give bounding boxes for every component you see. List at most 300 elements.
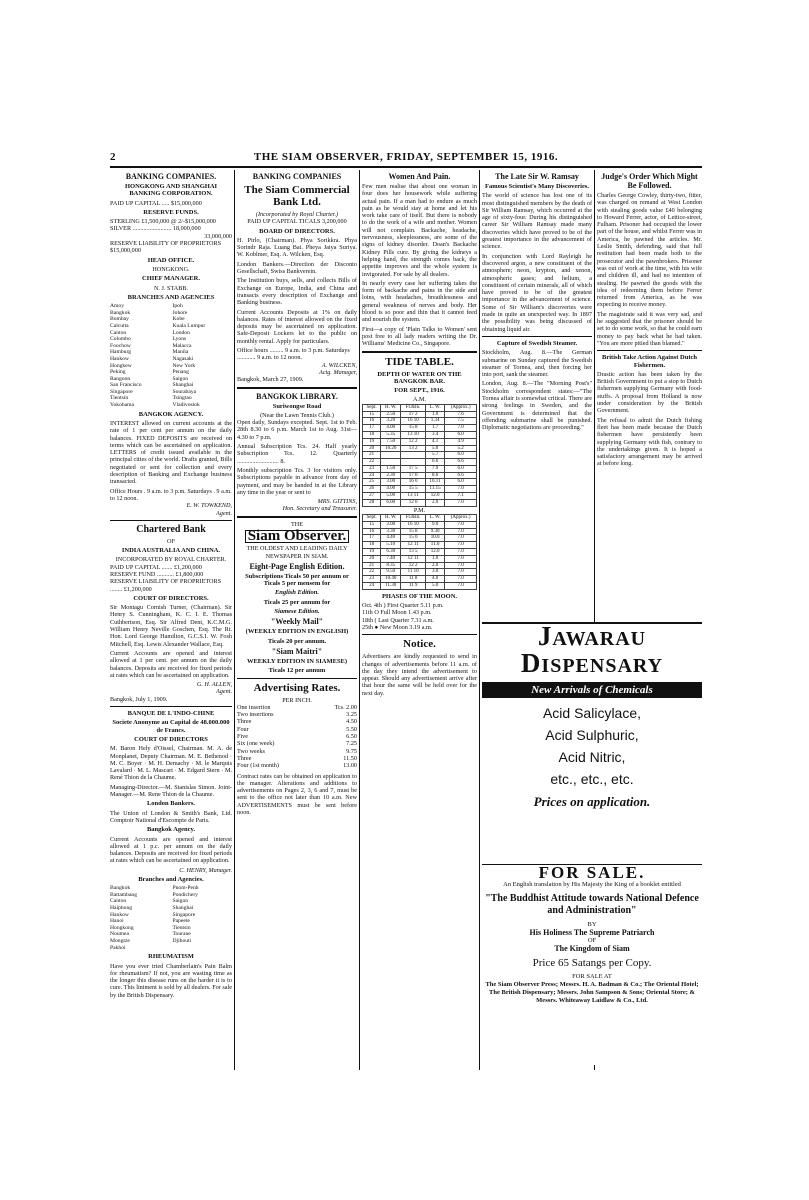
tide-cell: 6.6 xyxy=(425,459,444,466)
tide-cell: 4.9 xyxy=(445,438,477,445)
capital-line: SILVER ......................... 18,000,000 xyxy=(110,225,201,233)
section-heading: BANKING COMPANIES xyxy=(252,172,342,181)
tide-cell: 5.0 xyxy=(425,582,444,589)
tide-cell: 23 xyxy=(363,465,381,472)
rates-list xyxy=(237,704,357,770)
manager-role: Actg. Manager, xyxy=(319,368,357,376)
library-title: BANGKOK LIBRARY. xyxy=(256,391,338,401)
tide-cell: 5.00 xyxy=(381,493,401,500)
divider xyxy=(110,706,232,707)
date-line: Bangkok, July 1, 1909. xyxy=(110,695,168,703)
tide-cell: 5.0 xyxy=(425,445,444,452)
chemical-item: Acid Nitric, xyxy=(558,749,626,765)
rate-value: 3.25 xyxy=(346,711,357,719)
branches-list xyxy=(110,885,232,951)
tide-cell: 3.20 xyxy=(381,418,401,425)
tide-cell: 12 11 xyxy=(401,542,426,549)
indochine-managers: Managing-Director.—M. Stanislas Simon. Joint-Manager.—M. Rene Thion de la Chaume. xyxy=(110,783,232,799)
divider xyxy=(237,387,357,389)
rate-value: 4.50 xyxy=(346,718,357,726)
notice-title: Notice. xyxy=(403,638,436,651)
table-row xyxy=(363,576,477,583)
branch: Shanghai xyxy=(172,382,194,389)
tide-cell: 8.35 xyxy=(381,562,401,569)
dispensary-initial: J xyxy=(537,621,553,651)
branch: New York xyxy=(172,362,196,369)
bank-text: The Institution buys, sells, and collects Bills of Exchange on Europe, India, and China and transacts every description of Exchange and Banking business. xyxy=(237,277,357,307)
tide-cell: 21 xyxy=(363,452,381,459)
branch: Vladivostok xyxy=(172,402,200,409)
capital-line: PAID UP CAPITAL ..... $15,000,000 xyxy=(110,199,202,207)
branches-list xyxy=(110,303,232,409)
new-arrivals-banner: New Arrivals of Chemicals xyxy=(482,682,702,698)
chartered-text: Current Accounts are opened and interest allowed at 1 per cent. per annum on the daily balances. Deposits are received for fixed periods at rates which can be ascertained on application. xyxy=(110,649,232,679)
branch: Yokohama xyxy=(110,402,134,409)
tide-cell: 7.0 xyxy=(445,425,477,432)
london-bankers-title: London Bankers. xyxy=(146,800,196,808)
tide-cell: 6.00 xyxy=(381,499,401,506)
tide-cell: 17 0 xyxy=(401,472,426,479)
siamese-edition: Siamese Edition. xyxy=(274,608,320,616)
tide-am-table xyxy=(362,404,477,507)
rate-label: Six (one week) xyxy=(237,740,275,748)
capital-total: 33,000,000 xyxy=(204,232,232,240)
table-row xyxy=(363,479,477,486)
tide-header: Ft.&In. xyxy=(401,404,426,411)
branch: Singapore xyxy=(110,388,133,395)
library-rates: Annual Subscription Tcs. 24. Half yearly Subscription Tcs. 12. Quarterly ........................... 8. xyxy=(237,443,357,465)
chartered-of: OF xyxy=(167,537,175,545)
agent-name: G. H. ALLEN, xyxy=(196,681,232,689)
newspaper-page xyxy=(110,150,702,1080)
moon-phases-title: PHASES OF THE MOON. xyxy=(381,592,458,600)
office-hours: Office Hours . 9 a.m. to 3 p.m. Saturdays . 9 a.m. to 12 noon. xyxy=(110,487,232,502)
branches-title: BRANCHES AND AGENCIES xyxy=(127,293,215,301)
incorporation: (Incorporated by Royal Charter.) xyxy=(255,211,339,218)
tide-cell: 10.0 xyxy=(425,535,444,542)
article-heading: Women And Pain. xyxy=(388,172,451,181)
tide-title: TIDE TABLE. xyxy=(385,355,454,368)
tide-cell: 7.0 xyxy=(445,548,477,555)
tide-cell: 2.0 xyxy=(425,562,444,569)
article-subheading: Famous Scientist's Many Discoveries. xyxy=(485,183,589,190)
rate-label: Four (1st month) xyxy=(237,762,279,770)
table-row xyxy=(363,418,477,425)
branch: Haiphong xyxy=(110,905,133,912)
observer-logo: Siam Observer. xyxy=(245,530,349,543)
tide-header: H. W. xyxy=(381,404,401,411)
column-rule xyxy=(479,170,480,1070)
article-text: The magistrate said it was very sad, and he suggested that the prisoner should be set to do some work, so that he could earn money to pay back what he had taken. "You are more pitied than blamed." xyxy=(597,310,702,347)
tide-cell: 2.30 xyxy=(381,472,401,479)
tide-header: L. W. xyxy=(425,404,444,411)
tide-cell: 7.0 xyxy=(445,521,477,528)
table-row xyxy=(363,465,477,472)
tide-cell: 15 8 xyxy=(401,425,426,432)
table-row xyxy=(363,535,477,542)
table-row xyxy=(363,472,477,479)
subscription-text: Ticals 25 per annum for xyxy=(263,598,331,606)
board-text: H. Pirlo, (Chairman). Phya Sorikkra. Phya Sorindr Raja. Luang Bai. Pheya Jaiya Suriya. W. Koblmer, Esq. A. Wilcken, Esq. xyxy=(237,236,357,259)
table-row xyxy=(363,569,477,576)
tide-cell: 3.4 xyxy=(425,431,444,438)
tide-cell: 18 xyxy=(363,431,381,438)
moon-phase: 18th ( Last Quarter 7.31 a.m. xyxy=(362,616,434,624)
branch: Kobe xyxy=(172,316,185,323)
column-rule xyxy=(359,170,360,1070)
article-text: The refusal to admit the Dutch fishing fleet has been made because the Dutch fishermen have persistently been supplying Germany with fish, contrary to the undertakings given. It is hoped a satisfactory arrangement may be arrived at before long. xyxy=(597,416,702,468)
article-heading: Judge's Order Which Might Be Followed. xyxy=(601,172,698,190)
reserve-title: RESERVE FUNDS. xyxy=(143,208,199,216)
tide-cell: 4.00 xyxy=(381,425,401,432)
table-row xyxy=(363,562,477,569)
branch: Noumea xyxy=(110,931,129,938)
masthead xyxy=(110,150,702,168)
tide-cell: 5.7 xyxy=(425,452,444,459)
rate-value: 13.00 xyxy=(343,762,357,770)
table-row xyxy=(363,486,477,493)
article-heading: The Late Sir W. Ramsay xyxy=(495,172,579,181)
branch: Pondichery xyxy=(172,891,198,898)
branch: Johore xyxy=(172,309,188,316)
tide-cell: 1.0 xyxy=(425,411,444,418)
article-text: London, Aug. 8.—The "Morning Post's" Stockholm correspondent states:—"The Tornea affair is somewhat critical. There are strong feelings in Sweden, and the Government is determined that the offending submarine shall be punished. Diplomatic negotiations are proceeding." xyxy=(482,380,592,432)
siam-maitri-price: Ticals 12 per annum xyxy=(268,667,326,675)
branch: Amoy xyxy=(110,303,124,310)
rheumatism-title: RHEUMATISM xyxy=(148,953,194,961)
rate-row xyxy=(237,740,357,747)
tide-cell: 6.6 xyxy=(445,472,477,479)
tide-cell: 1.34 xyxy=(425,418,444,425)
branch: Penang xyxy=(172,369,189,376)
rate-label: Two weeks xyxy=(237,747,265,755)
dispensary-ad xyxy=(482,622,702,866)
tide-cell: 22 xyxy=(363,569,381,576)
subscription-text: Subscriptions Ticals 50 per annum or Ticals 5 per mensem for xyxy=(245,572,349,588)
rate-row xyxy=(237,733,357,740)
branch: Hongkew xyxy=(110,362,132,369)
tide-cell: 21 xyxy=(363,562,381,569)
rate-label: Three xyxy=(237,718,252,726)
date-line: Bangkok, March 27, 1909. xyxy=(237,376,304,384)
agent-role: Agent. xyxy=(216,688,232,696)
tide-cell: 15 8 xyxy=(401,528,426,535)
indochine-court: COURT OF DIRECTORS xyxy=(134,735,208,743)
secretary-name: MRS. GITTINS, xyxy=(317,498,357,506)
tide-cell: 3.00 xyxy=(381,521,401,528)
agents-text: London Bankers.—Direction der Disconto Gesellschaft, Swiss Bankverein. xyxy=(237,260,357,276)
tide-cell: 11.15 xyxy=(425,486,444,493)
rate-value: 7.25 xyxy=(346,740,357,748)
tide-cell: 7.0 xyxy=(445,499,477,506)
branch: Peking xyxy=(110,369,126,376)
tide-cell: 4.00 xyxy=(381,486,401,493)
notice-text: Advertisers are kindly requested to send in changes of advertisements before 11 a.m. of the day they intend the advertisement to appear. Should any advertisement arrive after that hour the same will be held over for the next day. xyxy=(362,653,477,697)
tide-cell: 7.1 xyxy=(445,493,477,500)
tide-cell: 7.9 xyxy=(425,465,444,472)
tide-cell: 20 xyxy=(363,445,381,452)
bank-name: HONGKONG AND SHANGHAI BANKING CORPORATION. xyxy=(124,183,218,198)
branch: Papeete xyxy=(172,918,190,925)
dispensary-initial: D xyxy=(520,648,542,678)
table-row xyxy=(363,431,477,438)
tide-cell: 9.50 xyxy=(381,569,401,576)
tide-cell: 7.0 xyxy=(445,535,477,542)
chemical-item: etc., etc., etc. xyxy=(550,771,634,787)
branch: Kuala Lumpur xyxy=(172,322,206,329)
indochine-subtitle: Societe Anonyme au Capital de 48.000.000 de Francs. xyxy=(112,719,230,734)
weekly-mail-subtitle: (WEEKLY EDITION IN ENGLISH) xyxy=(245,628,349,636)
capital-line: RESERVE FUND ........... £1,800,000 xyxy=(110,571,204,578)
rate-label: Three xyxy=(237,754,252,762)
table-row xyxy=(363,459,477,466)
branch: Djibouti xyxy=(172,938,192,945)
rate-row xyxy=(237,762,357,769)
tide-cell: 6.0 xyxy=(445,479,477,486)
tide-cell: 7.50 xyxy=(381,438,401,445)
tide-cell: 8.6 xyxy=(425,472,444,479)
rate-value: 9.75 xyxy=(346,747,357,755)
tide-cell: 1.50 xyxy=(381,465,401,472)
branch: Singapore xyxy=(172,911,196,918)
advertising-title: Advertising Rates. xyxy=(253,681,341,694)
branch: Nagasaki xyxy=(172,355,194,362)
tide-cell: 19 xyxy=(363,548,381,555)
article-heading: British Take Action Against Dutch Fishermen. xyxy=(602,354,697,369)
tide-cell: 3.00 xyxy=(381,479,401,486)
moon-phase: 25th ● New Moon 3.19 a.m. xyxy=(362,623,433,631)
tide-cell: 15 0 xyxy=(401,535,426,542)
tide-cell: 11 9 xyxy=(401,582,426,589)
tide-cell: 20 xyxy=(363,555,381,562)
table-row xyxy=(363,425,477,432)
for-sale-ad xyxy=(482,865,702,1065)
divider xyxy=(362,351,477,353)
branch: San Francisco xyxy=(110,382,142,389)
chemical-item: Acid Sulphuric, xyxy=(545,727,639,743)
branch: Ipoh xyxy=(172,303,183,310)
table-row xyxy=(363,493,477,500)
column-2 xyxy=(237,170,357,1070)
tide-cell: 23 xyxy=(363,576,381,583)
tide-cell: 3.30 xyxy=(381,528,401,535)
kingdom-name: The Kingdom of Siam xyxy=(554,944,630,953)
rate-label: Two insertions xyxy=(237,711,274,719)
rate-row xyxy=(237,711,357,718)
tide-cell: 6.30 xyxy=(381,548,401,555)
head-office-title: HEAD OFFICE. xyxy=(147,256,195,264)
rheumatism-text: Have you ever tried Chamberlain's Pain Balm for rheumatism? If not, you are wasting time as the longer this disease runs on the harder it is to cure. This liniment is sold by all dealers. For sale by the British Dispensary. xyxy=(110,962,232,999)
board-title: BOARD OF DIRECTORS. xyxy=(259,227,335,235)
tide-cell: 13 2 xyxy=(401,445,426,452)
tide-cell: 17 xyxy=(363,535,381,542)
branch: Manila xyxy=(172,349,189,356)
tide-cell: 5.2 xyxy=(445,445,477,452)
tide-cell xyxy=(381,452,401,459)
english-edition: English Edition. xyxy=(274,589,320,597)
table-row xyxy=(363,521,477,528)
observer-the: THE xyxy=(290,520,304,528)
branch: Sourabaya xyxy=(172,388,197,395)
tide-pm-label: P.M. xyxy=(413,506,426,514)
tide-cell: 15 5 xyxy=(401,486,426,493)
divider xyxy=(597,350,702,351)
of-label: OF xyxy=(587,937,597,944)
branch: Saigon xyxy=(172,898,189,905)
dispensary-name xyxy=(482,621,702,678)
chemical-item: Acid Salicylace, xyxy=(542,705,642,721)
tide-cell: 16 xyxy=(363,528,381,535)
branch: Rangoon xyxy=(110,375,131,382)
tide-cell: 16 xyxy=(363,418,381,425)
office-hours: Office hours ......... 9 a.m. to 3 p.m. Saturdays ............ 9 a.m. to 12 noon. xyxy=(237,347,350,362)
library-text: Monthly subscription Tcs. 3 for visitors only. Subscriptions payable in advance from day of payment, and may be handed in at the Library any time in the year or sent to xyxy=(237,466,357,496)
tide-am-label: A.M. xyxy=(412,396,427,404)
manager-name: A. WILCKEN, xyxy=(321,361,357,369)
advertising-note: Contract rates can be obtained on application to the manager. Alterations and additions to advertisements on Pages 2, 3, 6 and 7, must be sent to the office not later than 10 a.m. New ADVERTISEMENTS must be sent before noon. xyxy=(237,772,357,816)
tide-cell: 7.40 xyxy=(381,555,401,562)
tide-cell: 24 xyxy=(363,472,381,479)
for-sale-title: FOR SALE. xyxy=(538,863,646,882)
branch: Tientsin xyxy=(172,924,191,931)
article-text: In conjunction with Lord Rayleigh he discovered argon, a new constituent of the atmosphere; neon, krypton, and xenon, atmospheric gases; and helium, a constituent of certain minerals, all of which have proved to be of the greatest importance in the advancement of science. Some of Sir William's discoveries were made in quite an unexpected way. In 1897 the possibility was being discussed of obtaining liquid air. xyxy=(482,252,592,333)
rate-row xyxy=(237,755,357,762)
rate-label: One insertion xyxy=(237,703,271,711)
book-title: "The Buddhist Attitude towards National Defence and Administration" xyxy=(485,893,699,916)
tide-cell: 15 xyxy=(363,521,381,528)
tide-cell: 11 10 xyxy=(401,569,426,576)
rate-row xyxy=(237,748,357,755)
tide-cell: 4.1 xyxy=(425,438,444,445)
branch: Bombay xyxy=(110,316,129,323)
branch: Hamburg xyxy=(110,349,132,356)
tide-cell: 18 xyxy=(363,542,381,549)
table-row xyxy=(363,548,477,555)
article-text: In nearly every case her suffering takes the form of backache and pains in the side and loins, with headaches, breathlessness and general weakness of nerves and body. Her blood is so poor and thin that it cannot feed and nourish the system. xyxy=(362,279,477,324)
shops-list: The Siam Observer Press; Messrs. H. A. Badman & Co.; The Oriental Hotel; The British Dispensary; Messrs. John Sampson & Sons; Oriental Store; & Messrs. Whiteaway Laidlaw & Co., Ltd. xyxy=(485,981,699,1004)
branch: Colombo xyxy=(110,336,131,343)
divider xyxy=(482,336,592,337)
tide-cell: 6.0 xyxy=(445,465,477,472)
library-address: Suriwongse Road xyxy=(272,402,322,410)
section-heading: BANKING COMPANIES. xyxy=(125,172,217,181)
branch: London xyxy=(172,329,190,336)
library-text: Open daily, Sundays excepted. Sept. 1st to Feb. 28th 8.30 to 6 p.m. March 1st to Aug. 31st—4.30 to 7 p.m. xyxy=(237,419,357,441)
divider xyxy=(362,634,477,635)
tide-cell: 17 xyxy=(363,425,381,432)
chief-manager-name: N. J. STABB. xyxy=(153,284,189,292)
tide-cell: 12 11 xyxy=(401,555,426,562)
page-number: 2 xyxy=(110,151,116,163)
tide-cell: 13 11 xyxy=(401,493,426,500)
article-text: First—a copy of 'Plain Talks to Women' sent post free to all lady readers writing the Dr. Williams' Medicine Co., Singapore. xyxy=(362,325,477,348)
tide-cell: 6.0 xyxy=(445,452,477,459)
tide-cell: 12 0 xyxy=(401,499,426,506)
branch: Calcutta xyxy=(110,322,129,329)
branch: Lyons xyxy=(172,336,187,343)
tide-header: Sept. xyxy=(363,404,381,411)
divider xyxy=(237,516,357,518)
capital-line: RESERVE LIABILITY OF PROPRIETORS ........ £1,200,000 xyxy=(110,578,222,593)
chartered-subtitle: INDIA AUSTRALIA AND CHINA. xyxy=(121,547,221,555)
dispensary-name-part: AWARAU xyxy=(552,628,647,650)
tide-cell: 7.0 xyxy=(445,486,477,493)
article-heading: Capture of Swedish Steamer. xyxy=(496,339,578,347)
branch: Foochow xyxy=(110,342,131,349)
incorporation: INCORPORATED BY ROYAL CHARTER. xyxy=(115,556,227,564)
tide-cell: 26 xyxy=(363,486,381,493)
tide-cell: 5.35 xyxy=(381,431,401,438)
tide-cell: 6.6 xyxy=(445,459,477,466)
siam-maitri-title: "Siam Maitri" xyxy=(271,646,323,656)
tide-header: H. W. xyxy=(381,514,401,521)
branch: Canton xyxy=(110,329,127,336)
article-text: Drastic action has been taken by the British Government to put a stop to Dutch fishermen supplying Germany with food-stuffs. A proposal from Holland is now under consideration by the British Government. xyxy=(597,370,702,415)
siam-maitri-subtitle: WEEKLY EDITION IN SIAMESE) xyxy=(246,657,348,665)
branch: Tientsin xyxy=(110,395,129,402)
rate-row xyxy=(237,726,357,733)
weekly-mail-title: "Weekly Mail" xyxy=(270,617,324,627)
tide-pm-table xyxy=(362,514,477,590)
tide-cell: 1.7 xyxy=(425,425,444,432)
branch: Shanghai xyxy=(172,905,194,912)
bank-text: Current Accounts Deposits at 1% on daily balances. Rates of interest allowed on the fixed deposits may be ascertained on application. Safe-Deposit Lockers let to the public on monthly rental. Apply for particulars. xyxy=(237,308,357,345)
tide-cell xyxy=(381,459,401,466)
observer-tagline: THE OLDEST AND LEADING DAILY NEWSPAPER IN SIAM. xyxy=(246,545,348,560)
edition-title: Eight-Page English Edition. xyxy=(249,561,345,571)
table-row xyxy=(363,452,477,459)
tide-cell: 10.11 xyxy=(425,479,444,486)
by-label: BY xyxy=(587,921,597,928)
rate-row xyxy=(237,704,357,711)
tide-cell: 13 10 xyxy=(401,431,426,438)
branch: Saigon xyxy=(172,375,189,382)
bangkok-agency-title: Bangkok Agency. xyxy=(146,826,196,834)
directors-text: Sir Montagu Cornish Turner, (Chairman). Sir Henry S. Cunningham, K. C. I. E. Thomas Cuthbertson, Esq. Sir Alfred Dent, K.C.M.G. William Henry Neville Goschen, Esq. The Rt. Hon. Lord George Hamilton, G.C.S.I. W. Fosh Mitchell, Esq. Lewis Alexander Wallace, Esq. xyxy=(110,604,232,648)
divider xyxy=(110,520,232,521)
tide-cell: 10.40 xyxy=(381,576,401,583)
table-row xyxy=(363,445,477,452)
dispensary-name-part: ISPENSARY xyxy=(541,655,664,677)
branch: Hongkong xyxy=(110,924,134,931)
author-name: His Holiness The Supreme Patriarch xyxy=(529,928,655,937)
rate-value: 5.50 xyxy=(346,725,357,733)
moon-phase: Oct. 4th ) First Quarter 5.11 p.m. xyxy=(362,602,444,610)
indochine-title: BANQUE DE L'INDO-CHINE xyxy=(127,710,215,718)
tide-cell: 19 xyxy=(363,438,381,445)
manager-name: C. HENRY, Manager. xyxy=(179,866,232,874)
branch: Mongtze xyxy=(110,938,130,945)
tide-cell: 6.0 xyxy=(445,431,477,438)
article-text: Few men realise that about one woman in four does her housework while suffering actual pain. If a man had to endure as much pain as he would stay at home and let his work take care of itself. But there is nobody to do the work of a wife and mother. Women will not complain. Backache, headache, nervousness, sleeplessness, are some of the signs of kidney disorder. Doan's Backache Kidney Pills cure. By giving the kidneys a helping hand, the strength comes back, the appetite improves and the whole system is invigorated. For sale by all dealers. xyxy=(362,183,477,278)
prices-text: Prices on application. xyxy=(533,794,651,809)
bank-name: The Siam Commercial Bank Ltd. xyxy=(244,184,350,208)
chief-manager-title: CHIEF MANAGER. xyxy=(142,275,200,283)
tide-cell: 4.0 xyxy=(425,576,444,583)
tide-cell: 13 5 xyxy=(401,548,426,555)
branch: Pnom-Penh xyxy=(172,885,199,892)
branch: Tourane xyxy=(172,931,191,938)
tide-cell: 9.30 xyxy=(425,528,444,535)
tide-cell: 9.0 xyxy=(425,521,444,528)
secretary-role: Hon. Secretary and Treasurer. xyxy=(282,505,357,513)
tide-cell: 7.0 xyxy=(445,582,477,589)
rate-value: 11.50 xyxy=(343,754,357,762)
tide-header: Sept. xyxy=(363,514,381,521)
branch: Hankow xyxy=(110,355,129,362)
agent-name: E. W. TOWKEND, xyxy=(186,502,232,510)
tide-cell: 27 xyxy=(363,493,381,500)
